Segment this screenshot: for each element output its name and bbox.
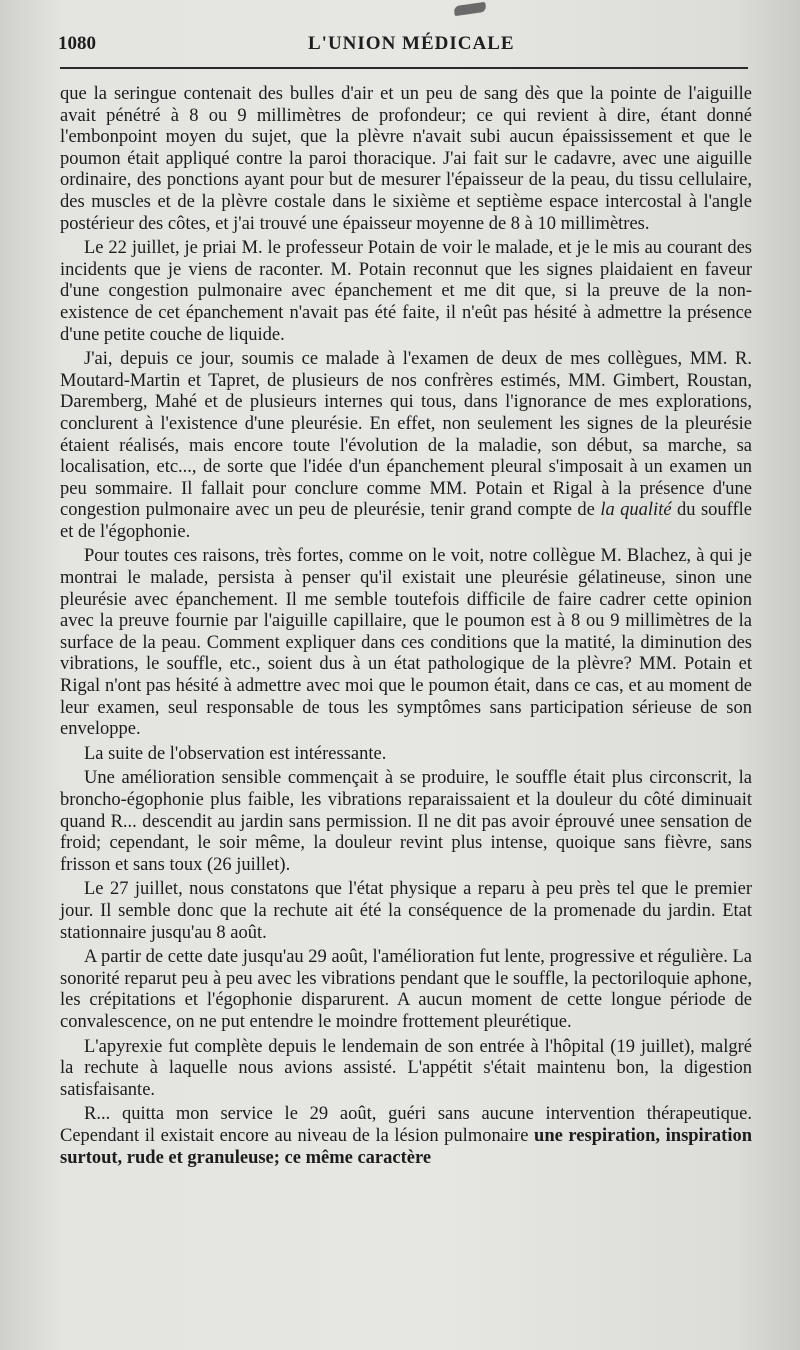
paragraph: A partir de cette date jusqu'au 29 août, l'amélioration fut lente, progressive et régulière. La sonorité reparut peu à peu avec les vibrations pendant que le souffle, la pectoriloquie aphone, les crépitations et l'égophonie disparurent. A aucun moment de cette longue période de convalescence, on ne put entendre le moindre frottement pleurétique. xyxy=(60,947,752,1032)
emphasis-text: la qualité xyxy=(600,500,672,521)
page-header xyxy=(58,33,750,63)
paragraph: Pour toutes ces raisons, très fortes, comme on le voit, notre collègue M. Blachez, à qui je montrai le malade, persista à penser qu'il existait une pleurésie gélatineuse, sinon une pleurésie avec épanchement. Il me semble toutefois difficile de faire cadrer cette opinion avec la preuve fournie par l'aiguille capillaire, que le poumon est à 8 ou 9 millimètres de la surface de la peau. Comment expliquer dans ces conditions que la matité, la diminution des vibrations, le souffle, etc., soient dus à un état pathologique de la plèvre? MM. Potain et Rigal n'ont pas hésité à admettre avec moi que le poumon était, dans ce cas, et au moment de leur examen, seul responsable de tous les symptômes sans participation sérieuse de son enveloppe. xyxy=(60,546,752,740)
paragraph: L'apyrexie fut complète depuis le lendemain de son entrée à l'hôpital (19 juillet), malgré la rechute à laquelle nous avions assisté. L'appétit s'était maintenu bon, la digestion satisfaisante. xyxy=(60,1036,752,1100)
paragraph: Le 22 juillet, je priai M. le professeur Potain de voir le malade, et je le mis au courant des incidents que je viens de raconter. M. Potain reconnut que les signes plaidaient en faveur d'une congestion pulmonaire avec épanchement et me dit que, si la preuve de la non-existence de cet épanchement n'avait pas été faite, il n'eût pas hésité à admettre la présence d'une petite couche de liquide. xyxy=(60,238,752,345)
paragraph-text: du souffle et de l'égophonie. xyxy=(60,500,752,542)
page-number: 1080 xyxy=(58,33,96,54)
paragraph: que la seringue contenait des bulles d'air et un peu de sang dès que la pointe de l'aiguille avait pénétré à 8 ou 9 millimètres de profondeur; ce qui revient à dire, étant donné l'embonpoint moyen du sujet, que la plèvre n'avait subi aucun épaississement et que le poumon était appliqué contre la paroi thoracique. J'ai fait sur le cadavre, avec une aiguille ordinaire, des ponctions ayant pour but de mesurer l'épaisseur de la peau, du tissu cellulaire, des muscles et de la plèvre costale dans le sixième et septième espace intercostal à l'angle postérieur des côtes, et j'ai trouvé une épaisseur moyenne de 8 à 10 millimètres. xyxy=(60,84,752,234)
paragraph: Le 27 juillet, nous constatons que l'état physique a reparu à peu près tel que le premier jour. Il semble donc que la rechute ait été la conséquence de la promenade du jardin. Etat stationnaire jusqu'au 8 août. xyxy=(60,879,752,943)
paragraph: La suite de l'observation est intéressante. xyxy=(84,743,387,764)
paragraph: Une amélioration sensible commençait à se produire, le souffle était plus circonscrit, la broncho-égophonie plus faible, les vibrations reparaissaient et la douleur du côté diminuait quand R... descendit au jardin sans permission. Il ne dit pas avoir éprouvé unee sensation de froid; cependant, le soir même, la douleur revint plus intense, quoique sans fièvre, sans frisson et sans toux (26 juillet). xyxy=(60,768,752,875)
ink-mark xyxy=(453,2,486,16)
header-rule xyxy=(60,67,748,69)
paragraph-text: R... quitta mon service le 29 août, guéri sans aucune intervention thérapeutique. Cependant il existait encore au niveau de la lésion pulmonaire xyxy=(60,1104,752,1146)
running-title: L'UNION MÉDICALE xyxy=(308,33,515,54)
paragraph xyxy=(60,1104,752,1169)
paragraph-text-bold: une respiration, inspiration surtout, rude et granuleuse; ce même caractère xyxy=(60,1125,752,1168)
paragraph xyxy=(60,349,752,543)
body-text xyxy=(60,84,752,1169)
paragraph-text: J'ai, depuis ce jour, soumis ce malade à l'examen de deux de mes collègues, MM. R. Moutard-Martin et Tapret, de plusieurs de nos confrères estimés, MM. Gimbert, Roustan, Daremberg, Mahé et de plusieurs internes qui tous, dans l'ignorance de mes explorations, conclurent à l'existence d'une pleurésie. En effet, non seulement les signes de la pleurésie étaient réalisés, mais encore toute l'évolution de la maladie, son début, sa marche, sa localisation, etc..., de sorte que l'idée d'un épanchement pleural s'imposait à un examen un peu sommaire. Il fallait pour conclure comme MM. Potain et Rigal à la présence d'une congestion pulmonaire avec un peu de pleurésie, tenir grand compte de xyxy=(60,349,752,521)
